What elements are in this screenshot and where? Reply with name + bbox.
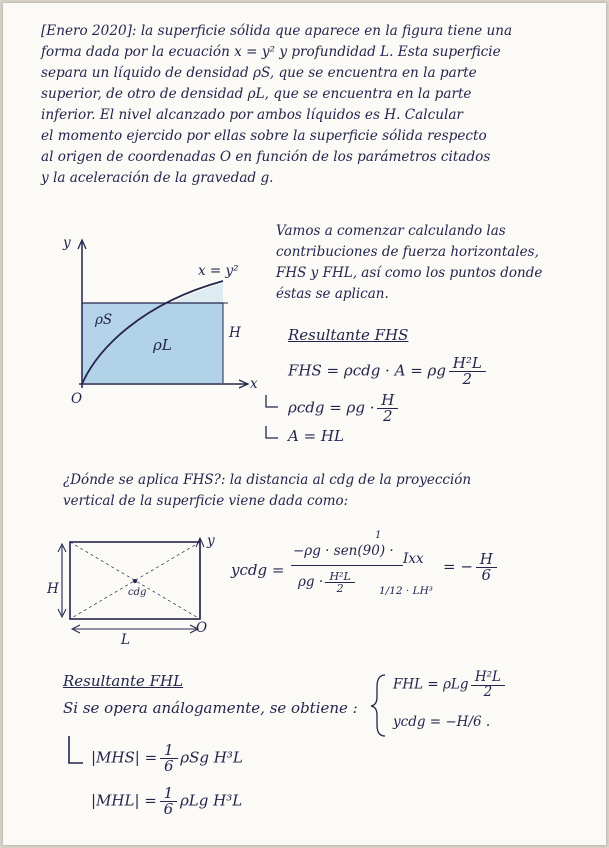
bullet-l-area xyxy=(266,426,278,438)
pcdg-lhs: ρcdg = ρg · xyxy=(288,398,375,417)
ycdg-den-a: ρg · xyxy=(298,574,328,590)
moment-hl-rhs: ρLg H³L xyxy=(179,791,243,810)
moment-hl-den: 6 xyxy=(163,800,174,818)
ycdg-den-den: 2 xyxy=(336,582,344,595)
fig2-o-label: O xyxy=(196,620,208,636)
pcdg-den: 2 xyxy=(383,407,393,425)
figure-1-drawing xyxy=(3,3,606,845)
fhl-heading: Resultante FHL xyxy=(63,672,184,690)
intro-line-2: contribuciones de fuerza horizontales, xyxy=(276,244,539,260)
moment-hl-fraction xyxy=(162,786,176,817)
problem-line-6: el momento ejercido por ellas sobre la superficie sólida respecto xyxy=(41,128,487,144)
ycdg-lhs: ycdg = xyxy=(231,561,285,579)
ycdg-result-den: 6 xyxy=(481,566,491,584)
ycdg-den-fraction xyxy=(327,571,352,594)
fig2-y-label: y xyxy=(207,533,215,549)
fig2-cdg-label: cdg xyxy=(128,587,147,598)
fig1-y-label: y xyxy=(63,235,71,251)
ycdg-result-eq: = − xyxy=(443,557,473,576)
fig1-rho-s-label: ρS xyxy=(95,312,113,328)
fhs-heading: Resultante FHS xyxy=(288,326,409,344)
moment-hl xyxy=(91,786,242,817)
equation-brace xyxy=(371,675,385,736)
moment-hs-num: 1 xyxy=(163,741,174,759)
ycdg-result xyxy=(443,552,495,583)
moment-hl-lhs: |MHL| = xyxy=(91,791,157,810)
intro-line-1: Vamos a comenzar calculando las xyxy=(276,223,506,239)
problem-line-5: inferior. El nivel alcanzado por ambos líquidos es H. Calcular xyxy=(41,107,463,123)
where-line-2: vertical de la superficie viene dada como: xyxy=(63,493,349,509)
fhl-eq1-fraction xyxy=(473,671,503,699)
fig1-origin-label: O xyxy=(71,391,83,407)
fhl-eq1-den: 2 xyxy=(483,683,493,700)
problem-line-7: al origen de coordenadas O en función de los parámetros citados xyxy=(41,149,491,165)
fig2-h-label: H xyxy=(47,581,59,597)
pcdg-fraction xyxy=(379,393,396,424)
ycdg-ixx-note: 1/12 · LH³ xyxy=(379,585,433,597)
fhs-eq-fraction xyxy=(451,356,484,387)
fhs-equation xyxy=(288,356,484,387)
fhs-eq-num: H²L xyxy=(452,354,482,372)
fig1-h-label: H xyxy=(229,325,241,341)
intro-line-4: éstas se aplican. xyxy=(276,286,389,302)
notebook-page xyxy=(3,3,606,845)
moment-hs-den: 6 xyxy=(163,757,174,775)
fhl-eq1 xyxy=(393,671,503,699)
fig1-rho-l-label: ρL xyxy=(153,336,172,354)
ycdg-den-num: H²L xyxy=(329,570,351,583)
fhl-line: Si se opera análogamente, se obtiene : xyxy=(63,699,358,717)
problem-line-3: separa un líquido de densidad ρS, que se encuentra en la parte xyxy=(41,65,477,81)
fig1-x-label: x xyxy=(250,376,258,392)
fhl-eq1-num: H²L xyxy=(474,669,501,685)
where-line-1: ¿Dónde se aplica FHS?: la distancia al cdg de la proyección xyxy=(63,472,472,488)
ycdg-result-fraction xyxy=(478,552,495,583)
area-equation: A = HL xyxy=(288,427,344,445)
fhs-eq-den: 2 xyxy=(462,370,473,388)
fhl-eq1-lhs: FHL = ρLg xyxy=(393,676,469,693)
moment-hs-lhs: |MHS| = xyxy=(91,748,158,767)
ycdg-denominator xyxy=(298,571,353,594)
fhl-eq2: ycdg = −H/6 . xyxy=(393,714,491,730)
problem-line-4: superior, de otro de densidad ρL, que se encuentra en la parte xyxy=(41,86,472,102)
intro-line-3: FHS y FHL, así como los puntos donde xyxy=(276,265,543,281)
cdg-point xyxy=(133,579,137,583)
moment-hs xyxy=(91,743,243,774)
pcdg-num: H xyxy=(381,391,395,409)
fig1-curve-label: x = y² xyxy=(198,263,239,279)
fig2-l-label: L xyxy=(121,632,130,648)
ycdg-numerator xyxy=(293,543,394,559)
fhs-eq-lhs: FHS = ρcdg · A = ρg xyxy=(288,361,446,380)
moment-hl-num: 1 xyxy=(163,784,174,802)
problem-line-1: [Enero 2020]: la superficie sólida que aparece en la figura tiene una xyxy=(41,23,513,39)
moment-hs-fraction xyxy=(162,743,176,774)
ycdg-num-text: −ρg · sen(90) · xyxy=(293,543,394,559)
ycdg-sin-note: 1 xyxy=(375,530,382,541)
problem-line-2: forma dada por la ecuación x = y² y profundidad L. Esta superficie xyxy=(41,44,501,60)
bullet-l-1 xyxy=(69,736,83,763)
ycdg-fraction-bar xyxy=(291,565,403,566)
bullet-l-pcdg xyxy=(266,395,278,407)
ycdg-ixx: Ixx xyxy=(403,551,424,567)
pcdg-equation xyxy=(288,393,396,424)
moment-hs-rhs: ρSg H³L xyxy=(180,748,243,767)
ycdg-result-num: H xyxy=(479,550,493,568)
problem-line-8: y la aceleración de la gravedad g. xyxy=(41,170,274,186)
